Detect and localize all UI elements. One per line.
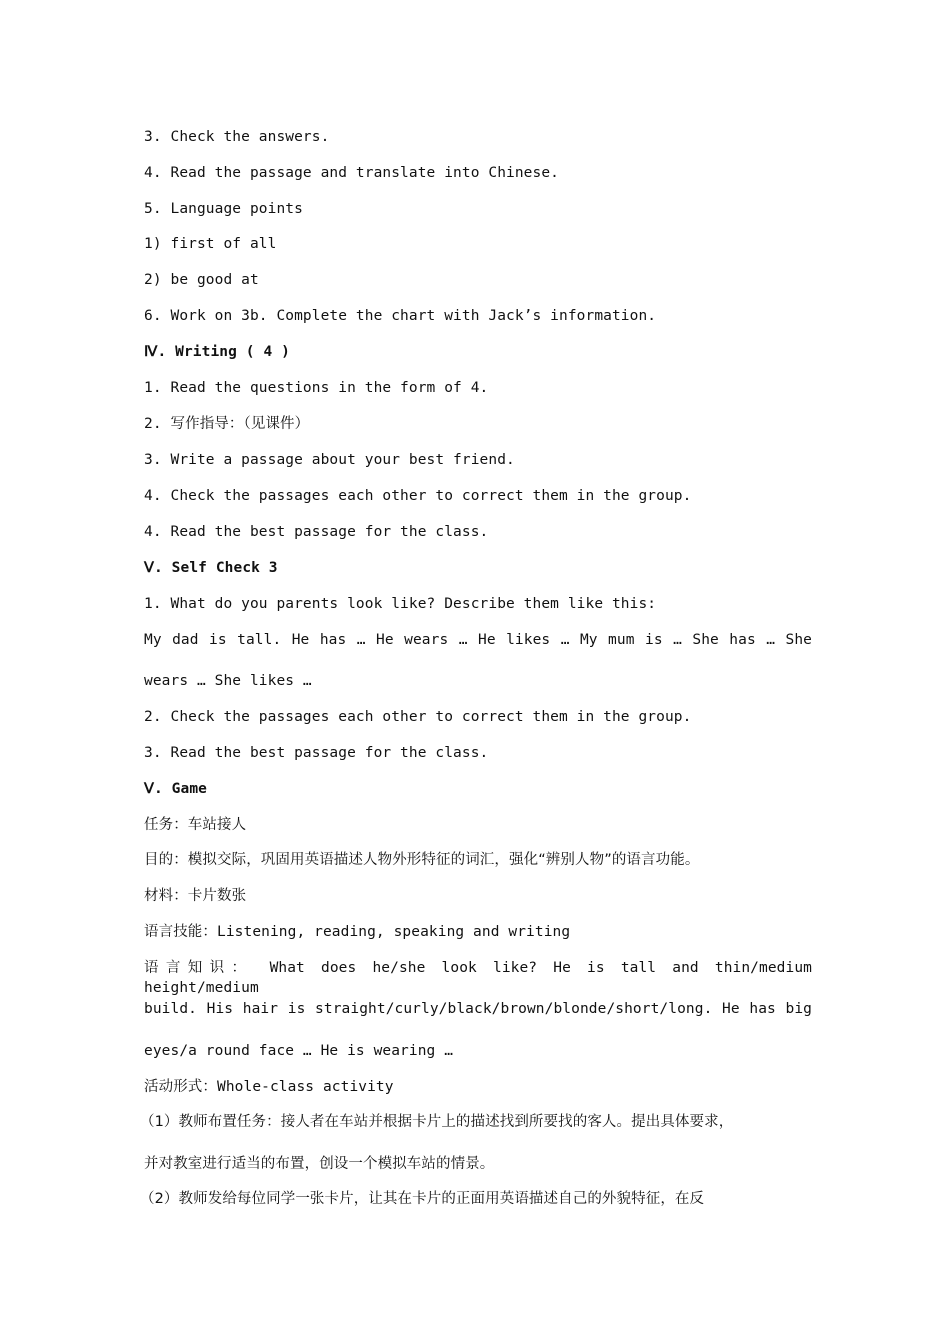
- game-knowledge-line-3: eyes/a round face … He is wearing …: [144, 1043, 454, 1059]
- game-procedure-1-line-1: （1）教师布置任务：接人者在车站并根据卡片上的描述找到所要找的客人。提出具体要求，: [140, 1114, 734, 1130]
- game-knowledge-line-1: 语言知识： What does he/she look like? He is tall and thin/medium height/medium: [144, 960, 812, 996]
- section-heading-game: Ⅴ. Game: [144, 781, 207, 797]
- step-work-on-3b: 6. Work on 3b. Complete the chart with Jack’s information.: [144, 308, 657, 324]
- step-language-points: 5. Language points: [144, 201, 303, 217]
- point-be-good-at: 2) be good at: [144, 272, 259, 288]
- section-heading-writing: Ⅳ. Writing ( 4 ): [144, 344, 290, 360]
- writing-step-2: 2. 写作指导：（见课件）: [144, 416, 310, 432]
- game-materials: 材料：卡片数张: [144, 888, 247, 904]
- section-heading-self-check: Ⅴ. Self Check 3: [144, 560, 278, 576]
- step-read-translate: 4. Read the passage and translate into Chinese.: [144, 165, 559, 181]
- point-first-of-all: 1) first of all: [144, 236, 277, 252]
- game-knowledge-line-2: build. His hair is straight/curly/black/brown/blonde/short/long. He has big: [144, 1001, 812, 1017]
- self-check-step-2: 2. Check the passages each other to correct them in the group.: [144, 709, 692, 725]
- game-procedure-1-line-2: 并对教室进行适当的布置，创设一个模拟车站的情景。: [144, 1156, 495, 1172]
- step-check-answers: 3. Check the answers.: [144, 129, 330, 145]
- writing-step-4: 4. Check the passages each other to correct them in the group.: [144, 488, 692, 504]
- game-procedure-2-line-1: （2）教师发给每位同学一张卡片，让其在卡片的正面用英语描述自己的外貌特征，在反: [140, 1191, 705, 1207]
- game-activity-form: 活动形式：Whole-class activity: [144, 1079, 394, 1095]
- game-task: 任务：车站接人: [144, 817, 247, 833]
- game-purpose: 目的：模拟交际，巩固用英语描述人物外形特征的词汇，强化“辨别人物”的语言功能。: [144, 852, 700, 868]
- game-skills: 语言技能：Listening, reading, speaking and writing: [144, 924, 571, 940]
- writing-step-1: 1. Read the questions in the form of 4.: [144, 380, 489, 396]
- writing-step-3: 3. Write a passage about your best friend.: [144, 452, 515, 468]
- self-check-example-line-1: My dad is tall. He has … He wears … He likes … My mum is … She has … She: [144, 632, 812, 648]
- self-check-step-1: 1. What do you parents look like? Describe them like this:: [144, 596, 657, 612]
- self-check-step-3: 3. Read the best passage for the class.: [144, 745, 489, 761]
- writing-step-5: 4. Read the best passage for the class.: [144, 524, 489, 540]
- self-check-example-line-2: wears … She likes …: [144, 673, 312, 689]
